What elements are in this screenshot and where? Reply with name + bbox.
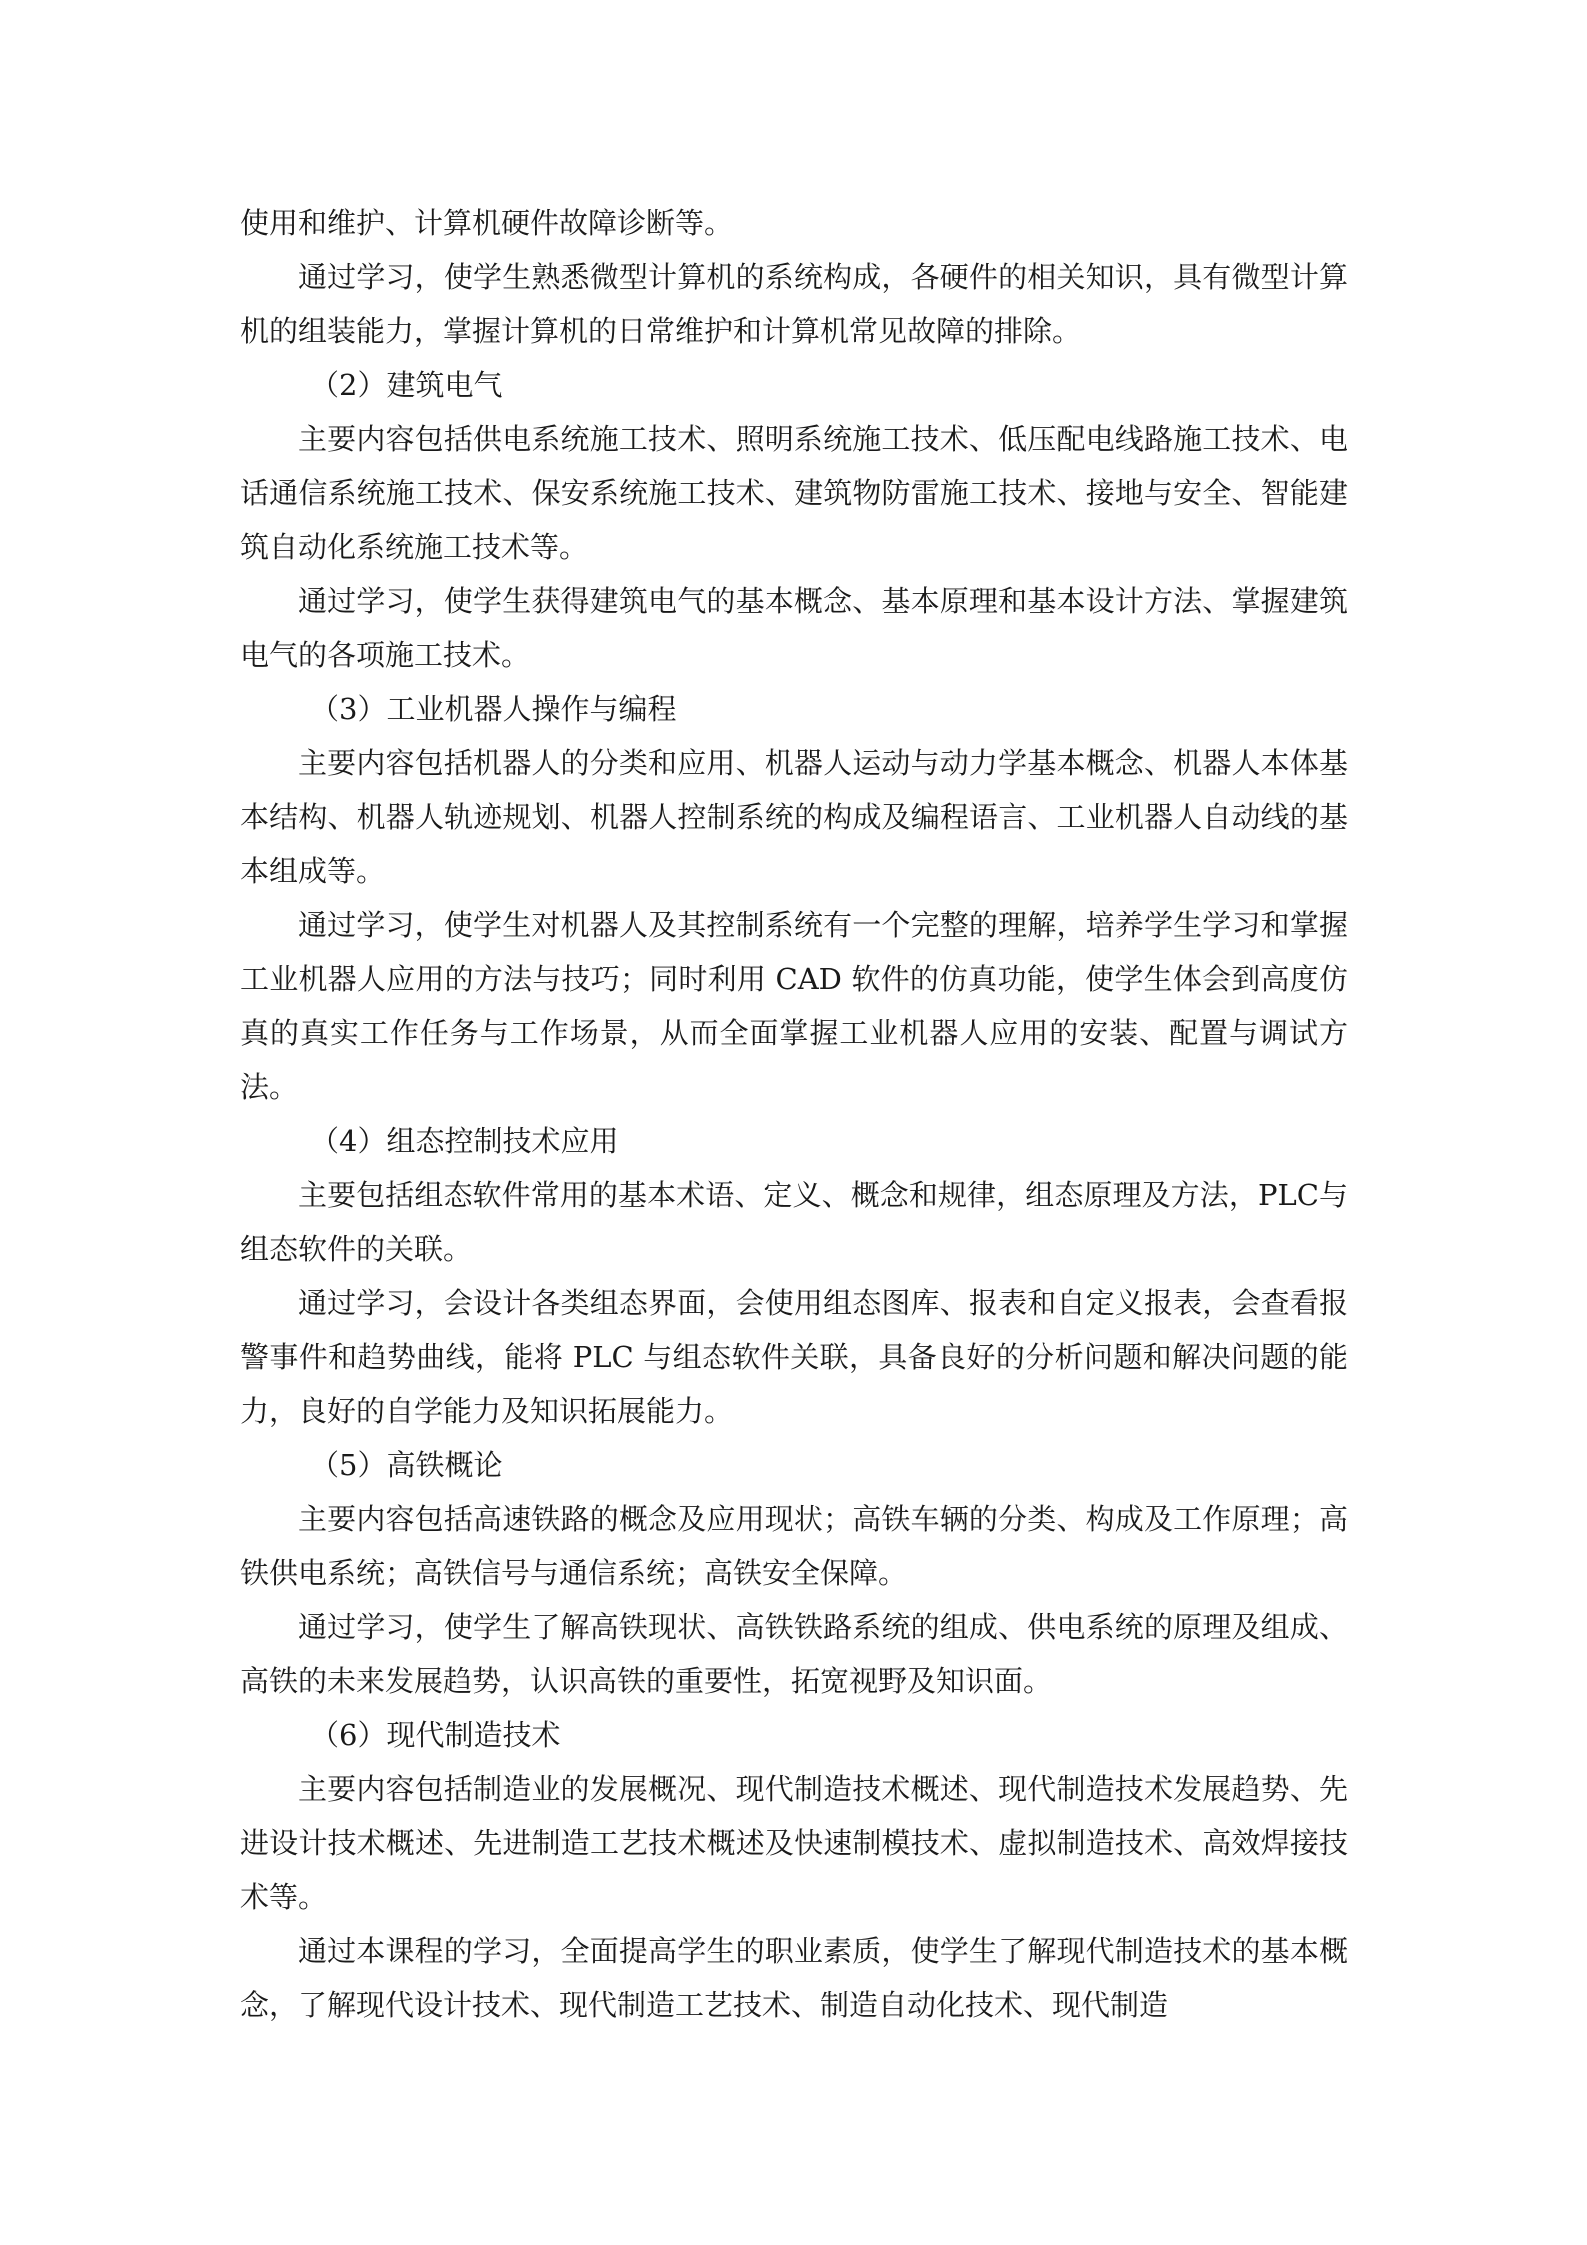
paragraph: 主要内容包括高速铁路的概念及应用现状；高铁车辆的分类、构成及工作原理；高铁供电系统；高铁信号与通信系统；高铁安全保障。 (240, 1502, 1348, 1590)
paragraph: 主要包括组态软件常用的基本术语、定义、概念和规律，组态原理及方法，PLC与组态软件的关联。 (240, 1178, 1348, 1266)
paragraph: 通过学习，使学生熟悉微型计算机的系统构成，各硬件的相关知识，具有微型计算机的组装能力，掌握计算机的日常维护和计算机常见故障的排除。 (240, 260, 1348, 348)
section-heading-building-electrical: （2）建筑电气 (310, 368, 503, 402)
section-heading-high-speed-rail: （5）高铁概论 (310, 1448, 503, 1482)
paragraph: 主要内容包括机器人的分类和应用、机器人运动与动力学基本概念、机器人本体基本结构、机器人轨迹规划、机器人控制系统的构成及编程语言、工业机器人自动线的基本组成等。 (240, 746, 1348, 888)
paragraph: 通过学习，会设计各类组态界面，会使用组态图库、报表和自定义报表，会查看报警事件和趋势曲线，能将 PLC 与组态软件关联，具备良好的分析问题和解决问题的能力，良好的自学能力及知识拓展能力。 (240, 1286, 1348, 1428)
paragraph: 通过学习，使学生了解高铁现状、高铁铁路系统的组成、供电系统的原理及组成、高铁的未来发展趋势，认识高铁的重要性，拓宽视野及知识面。 (240, 1610, 1348, 1698)
section-heading-modern-manufacturing: （6）现代制造技术 (310, 1718, 561, 1752)
paragraph-continues: 通过本课程的学习，全面提高学生的职业素质，使学生了解现代制造技术的基本概念，了解现代设计技术、现代制造工艺技术、制造自动化技术、现代制造 (240, 1934, 1348, 2022)
section-heading-industrial-robot: （3）工业机器人操作与编程 (310, 692, 677, 726)
paragraph: 主要内容包括制造业的发展概况、现代制造技术概述、现代制造技术发展趋势、先进设计技术概述、先进制造工艺技术概述及快速制模技术、虚拟制造技术、高效焊接技术等。 (240, 1772, 1348, 1914)
paragraph: 通过学习，使学生对机器人及其控制系统有一个完整的理解，培养学生学习和掌握工业机器人应用的方法与技巧；同时利用 CAD 软件的仿真功能，使学生体会到高度仿真的真实工作任务与工作场景，从而全面掌握工业机器人应用的安装、配置与调试方法。 (240, 908, 1348, 1104)
paragraph: 主要内容包括供电系统施工技术、照明系统施工技术、低压配电线路施工技术、电话通信系统施工技术、保安系统施工技术、建筑物防雷施工技术、接地与安全、智能建筑自动化系统施工技术等。 (240, 422, 1348, 564)
paragraph: 通过学习，使学生获得建筑电气的基本概念、基本原理和基本设计方法、掌握建筑电气的各项施工技术。 (240, 584, 1348, 672)
paragraph-continued: 使用和维护、计算机硬件故障诊断等。 (240, 206, 734, 240)
section-heading-configuration-control: （4）组态控制技术应用 (310, 1124, 619, 1158)
document-body (240, 196, 1348, 2032)
